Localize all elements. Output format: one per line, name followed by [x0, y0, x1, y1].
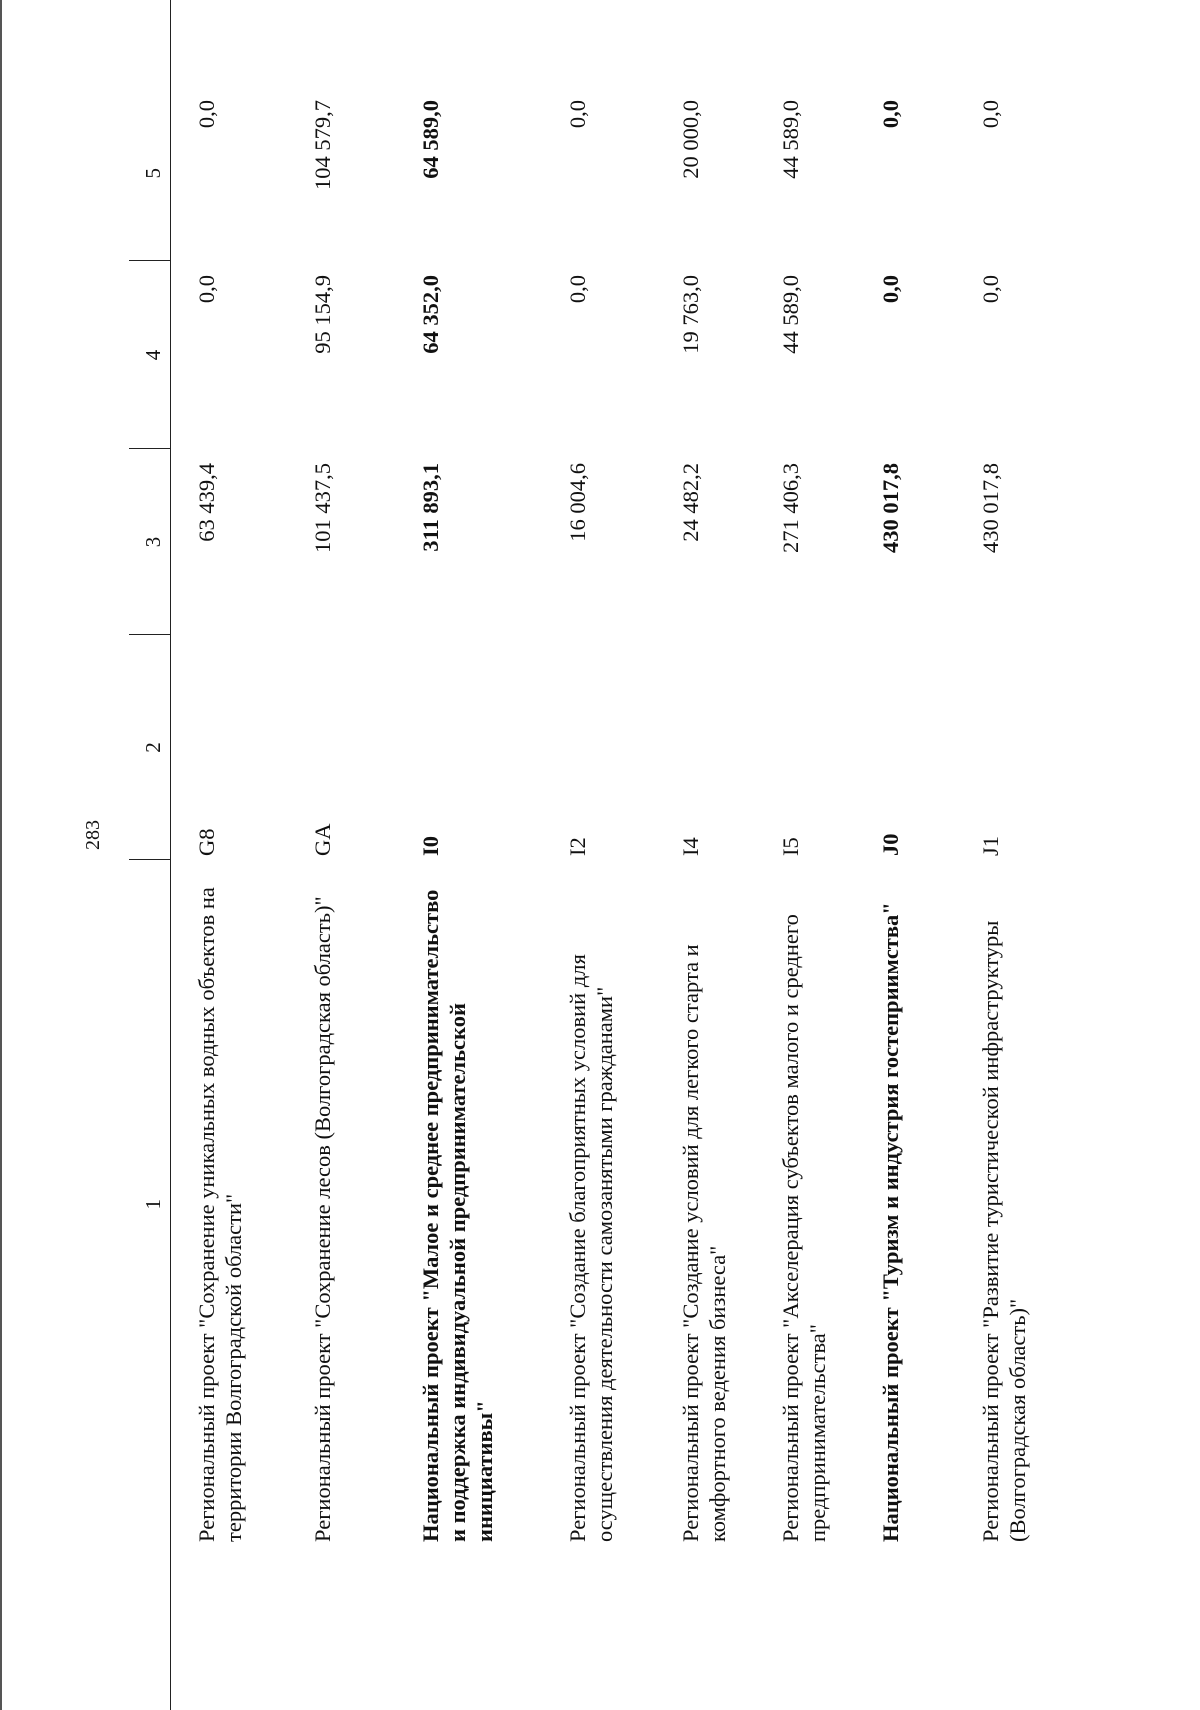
row-code: I4	[677, 837, 703, 856]
header-col-5: 5	[129, 86, 171, 261]
table-row	[974, 0, 1200, 1710]
row-value-col3: 63 439,4	[193, 463, 219, 542]
row-value-col4: 44 589,0	[777, 275, 803, 354]
row-value-col5: 0,0	[877, 100, 903, 129]
row-code: I5	[777, 837, 803, 856]
row-value-col4: 64 352,0	[417, 275, 443, 354]
row-code: I0	[417, 835, 443, 856]
table-row	[674, 0, 774, 1710]
row-value-col4: 0,0	[877, 275, 903, 304]
row-value-col3: 430 017,8	[977, 463, 1003, 553]
row-value-col3: 24 482,2	[677, 463, 703, 542]
row-value-col5: 64 589,0	[417, 100, 443, 179]
row-code: J1	[977, 835, 1003, 856]
row-value-col5: 44 589,0	[777, 100, 803, 179]
spacer-row	[171, 0, 190, 1710]
row-code: GA	[309, 823, 335, 856]
row-name: Национальный проект "Малое и среднее предпринимательство и поддержка индивидуальной предпринимательской инициативы"	[417, 889, 498, 1542]
header-col-1: 1	[129, 860, 171, 1548]
row-value-col3: 101 437,5	[309, 463, 335, 553]
top-margin-row	[0, 0, 129, 1710]
table-row	[190, 0, 306, 1710]
row-name: Региональный проект "Развитие туристической инфраструктуры (Волгоградская область)"	[977, 920, 1030, 1542]
row-name: Региональный проект "Акселерация субъектов малого и среднего предпринимательства"	[777, 914, 830, 1542]
row-name: Региональный проект "Сохранение уникальных водных объектов на территории Волгоградской области"	[193, 887, 246, 1542]
row-name: Региональный проект "Создание благоприятных условий для осуществления деятельности самозанятыми гражданами"	[564, 954, 617, 1542]
row-value-col4: 0,0	[564, 275, 590, 304]
row-value-col4: 95 154,9	[309, 275, 335, 354]
row-value-col4: 19 763,0	[677, 275, 703, 354]
table-row	[561, 0, 674, 1710]
row-name: Национальный проект "Туризм и индустрия гостеприимства"	[877, 902, 903, 1542]
row-code: I2	[564, 837, 590, 856]
row-value-col5: 104 579,7	[309, 100, 335, 190]
row-value-col5: 0,0	[193, 100, 219, 129]
table-row	[414, 0, 561, 1710]
header-col-4: 4	[129, 261, 171, 449]
header-row	[129, 0, 171, 1710]
row-value-col5: 0,0	[977, 100, 1003, 129]
row-name: Региональный проект "Создание условий для легкого старта и комфортного ведения бизнеса"	[677, 944, 730, 1542]
row-value-col4: 0,0	[193, 275, 219, 304]
table-row	[774, 0, 874, 1710]
table-row	[874, 0, 974, 1710]
row-value-col3: 430 017,8	[877, 463, 903, 553]
row-value-col3: 311 893,1	[417, 463, 443, 552]
table-row	[306, 0, 414, 1710]
row-value-col4: 0,0	[977, 275, 1003, 304]
row-value-col5: 0,0	[564, 100, 590, 129]
row-value-col3: 271 406,3	[777, 463, 803, 553]
row-code: G8	[193, 828, 219, 856]
row-code: J0	[877, 833, 903, 856]
page-number: 283	[82, 820, 104, 850]
row-name: Региональный проект "Сохранение лесов (Волгоградская область)"	[309, 896, 335, 1542]
row-value-col3: 16 004,6	[564, 463, 590, 542]
header-col-2: 2	[129, 635, 171, 860]
header-col-3: 3	[129, 449, 171, 635]
row-value-col5: 20 000,0	[677, 100, 703, 179]
